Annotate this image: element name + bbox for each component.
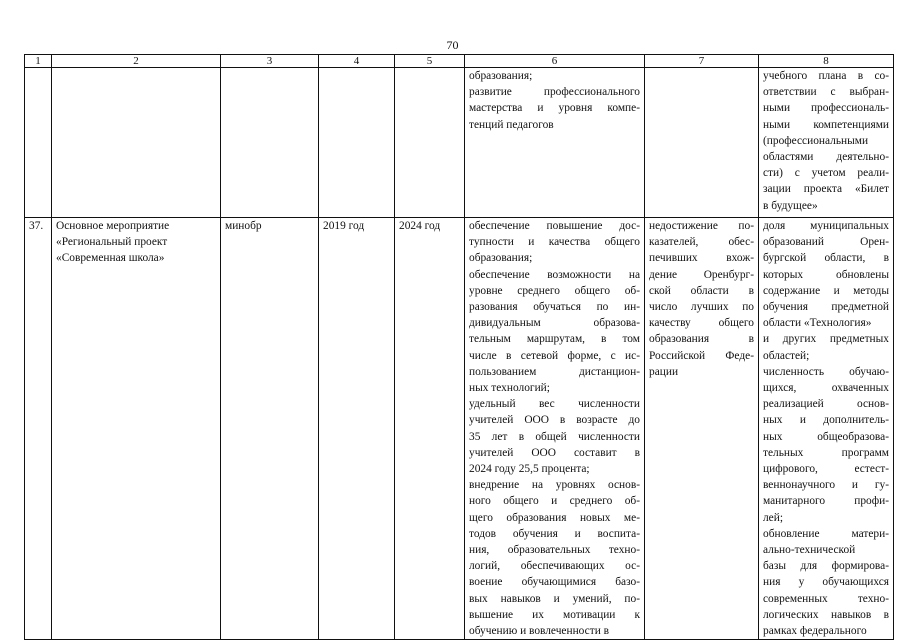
text-line: в будущее» [763,199,818,212]
text-line: щего образования новых ме- [469,511,640,524]
text-line: образования в [649,333,754,346]
text-line: тупности и качества общего [469,236,640,249]
column-header: 3 [221,55,319,68]
indicators-cell [759,68,894,218]
text-line: зации проекта «Билет [763,183,889,196]
text-line: казателей, обес- [649,236,754,249]
text-line: образования; [469,70,533,82]
text-line: развитие профессионального [469,86,640,99]
text-line: обучению и вовлеченности в [469,625,610,638]
table-row [25,218,894,640]
end-year-cell: 2024 год [395,218,465,640]
text-line: областей; [763,349,810,362]
table-cell [25,68,52,218]
text-line: образования; [469,252,533,265]
text-line: цифрового, естест- [763,463,889,476]
text-line: ных технологий; [469,382,550,395]
text-line: числе в сетевой форме, с ис- [469,349,640,362]
table-cell [645,68,759,218]
text-line: учителей ООО в возрасте до [469,414,640,427]
text-line: численность обучаю- [763,365,889,378]
table-header-row [25,55,894,68]
text-line: базы для формирова- [763,560,889,573]
text-line: содержание и методы [763,284,889,297]
text-line: вышение их мотивации к [469,608,640,621]
text-line: щихся, охваченных [763,382,889,395]
column-header: 5 [395,55,465,68]
indicators-cell [759,218,894,640]
measure-title-cell [52,218,221,640]
start-year-cell: 2019 год [319,218,395,640]
text-line: ально-технической [763,544,856,557]
text-line: Российской Феде- [649,349,754,362]
table-cell [52,68,221,218]
text-line: лей; [763,511,784,524]
table-cell [319,68,395,218]
text-line: реализацией основ- [763,398,889,411]
text-line: число лучших по [649,301,754,314]
text-line: обеспечение возможности на [469,268,640,281]
text-line: ными профессиональ- [763,102,889,115]
text-line: области «Технология» [763,317,872,330]
column-header: 8 [759,55,894,68]
column-header: 1 [25,55,52,68]
text-line: бургской области, в [763,252,889,265]
column-header: 6 [465,55,645,68]
expected-results-cell [465,218,645,640]
table-row [25,68,894,218]
expected-results-cell [465,68,645,218]
text-line: сти) с учетом реали- [763,167,889,180]
text-line: ными компетенциями [763,118,889,131]
text-line: (профессиональными [763,134,869,147]
text-line: рамках федерального [763,625,867,638]
text-line: образований Орен- [763,236,889,249]
text-line: вых навыков и умений, по- [469,592,640,605]
column-header: 4 [319,55,395,68]
text-line: Основное мероприятие [56,220,170,232]
text-line: «Современная школа» [56,252,165,265]
text-line: мастерства и уровня компе- [469,102,640,115]
text-line: веннонаучного и гу- [763,479,889,492]
text-line: учителей ООО составит в [469,446,640,459]
text-line: ного общего и среднего об- [469,495,640,508]
table-cell [395,68,465,218]
text-line: разования обучаться по ин- [469,301,640,314]
text-line: доля муниципальных [763,220,889,232]
text-line: ответствии с выбран- [763,86,889,99]
text-line: дение Оренбург- [649,268,754,281]
text-line: учебного плана в со- [763,70,889,82]
text-line: ных общеобразова- [763,430,889,443]
text-line: манитарного профи- [763,495,889,508]
text-line: ния у обучающихся [763,576,889,589]
text-line: ных и дополнитель- [763,414,889,427]
text-line: логий, обеспечивающих ос- [469,560,640,573]
text-line: тодов обучения и воспита- [469,527,640,540]
text-line: уровне среднего общего об- [469,284,640,297]
text-line: дивидуальным образова- [469,317,640,330]
text-line: качеству общего [649,317,754,330]
text-line: современных техно- [763,592,889,605]
text-line: тенций педагогов [469,118,554,131]
text-line: обеспечение повышение дос- [469,220,640,232]
text-line: ской области в [649,284,754,297]
text-line: пользованием дистанцион- [469,365,640,378]
text-line: тельным маршрутам, в том [469,333,640,346]
text-line: 2024 году 25,5 процента; [469,463,590,476]
column-header: 2 [52,55,221,68]
consequences-cell [645,218,759,640]
text-line: внедрение на уровнях основ- [469,479,640,492]
text-line: недостижение по- [649,220,754,232]
text-line: ния, образовательных техно- [469,544,640,557]
text-line: 35 лет в общей численности [469,430,640,443]
document-table [24,54,894,640]
row-number: 37. [25,218,52,640]
executor-cell: минобр [221,218,319,640]
text-line: рации [649,365,679,378]
text-line: и других предметных [763,333,889,346]
table-cell [221,68,319,218]
text-line: тельных программ [763,446,889,459]
column-header: 7 [645,55,759,68]
text-line: удельный вес численности [469,398,640,411]
text-line: обновление матери- [763,527,889,540]
text-line: обучения предметной [763,301,889,314]
text-line: логических навыков в [763,608,889,621]
text-line: которых обновлены [763,268,889,281]
text-line: печивших вхож- [649,252,754,265]
text-line: «Региональный проект [56,236,168,249]
text-line: воение обучающимися базо- [469,576,640,589]
text-line: областями деятельно- [763,151,889,164]
page-number: 70 [446,38,459,52]
